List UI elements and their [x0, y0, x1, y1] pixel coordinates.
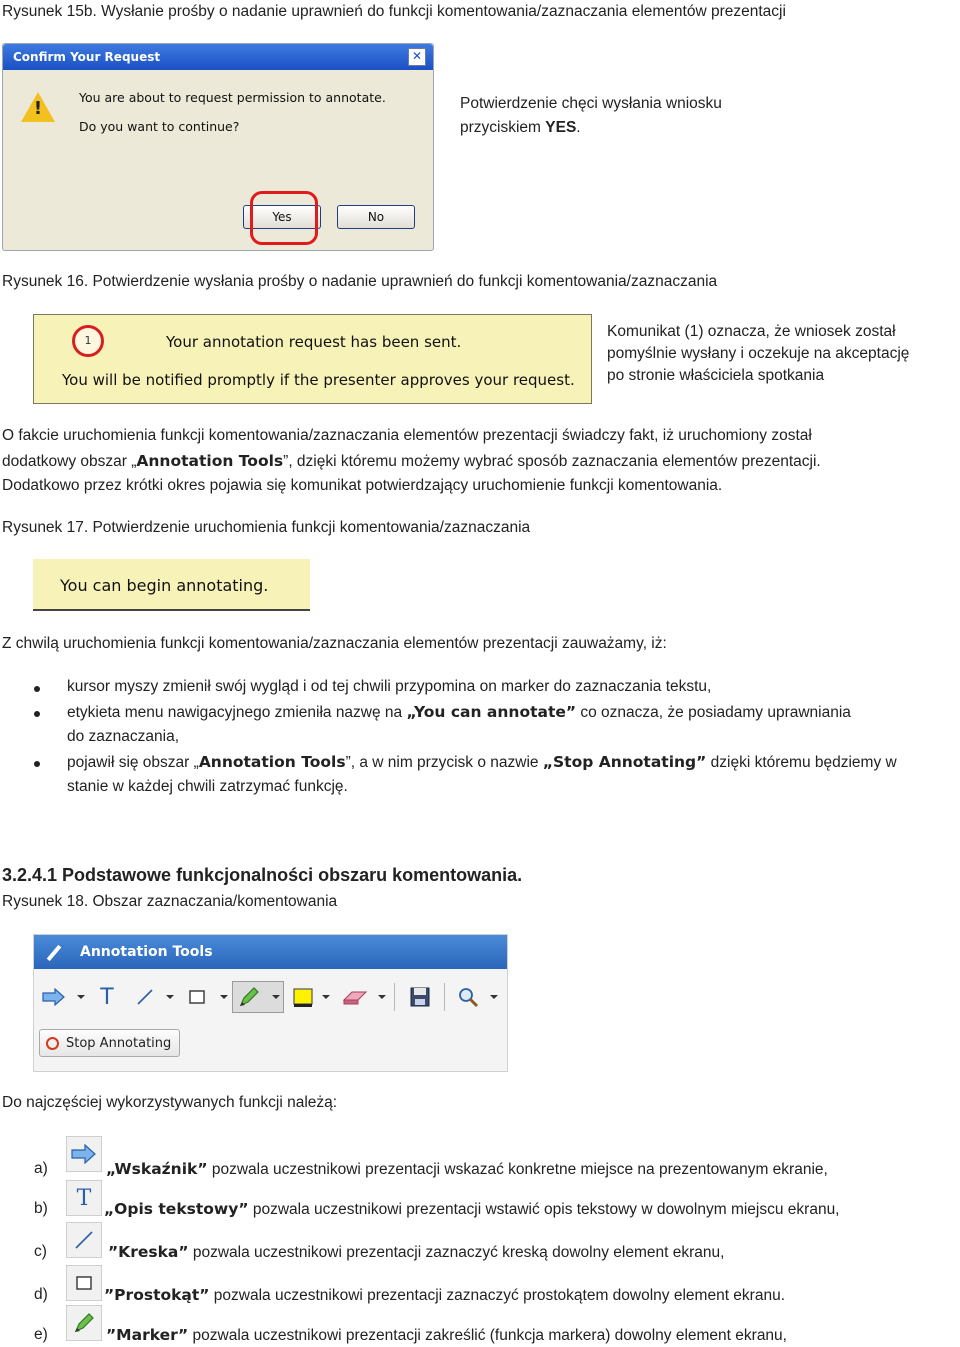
confirm-dialog: [2, 43, 434, 251]
chevron-down-icon[interactable]: [322, 995, 330, 999]
highlight-color-button[interactable]: [288, 983, 318, 1011]
function-c: ”Kreska” pozwala uczestnikowi prezentacji zaznaczyć kreską dowolny element ekranu,: [108, 1243, 725, 1261]
dialog-title: Confirm Your Request: [3, 44, 433, 70]
notification-line1: Your annotation request has been sent.: [166, 333, 462, 351]
line-icon-box: [66, 1222, 102, 1258]
function-a: „Wskaźnik” pozwala uczestnikowi prezentacji wskazać konkretne miejsce na prezentowanym ekranie,: [106, 1160, 828, 1178]
figure-17-caption: Rysunek 17. Potwierdzenie uruchomienia funkcji komentowania/zaznaczania: [2, 519, 531, 536]
figure-16-caption: Rysunek 16. Potwierdzenie wysłania prośby o nadanie uprawnień do funkcji komentowania/zaznaczania: [2, 273, 718, 290]
begin-annotating-message: [33, 559, 310, 611]
eraser-icon: [342, 988, 368, 1006]
bullet-1: kursor myszy zmienił swój wygląd i od tej chwili przypomina on marker do zaznaczania tekstu,: [67, 678, 712, 695]
color-swatch-icon: [292, 986, 314, 1008]
bullet-2: etykieta menu nawigacyjnego zmieniła nazwę na „You can annotate” co oznacza, że posiadamy uprawniania: [67, 703, 851, 721]
toolbar-divider: [394, 983, 395, 1011]
marker-icon: [237, 986, 261, 1008]
line-icon: [135, 987, 155, 1007]
function-letter: a): [34, 1160, 48, 1177]
rectangle-icon-box: [66, 1265, 102, 1301]
figure-15b-caption: Rysunek 15b. Wysłanie prośby o nadanie uprawnień do funkcji komentowania/zaznaczania elementów prezentacji: [2, 3, 786, 20]
chevron-down-icon[interactable]: [378, 995, 386, 999]
notify-note-line2: pomyślnie wysłany i oczekuje na akceptację: [607, 345, 910, 362]
chevron-down-icon[interactable]: [166, 995, 174, 999]
notify-note-line1: Komunikat (1) oznacza, że wniosek został: [607, 323, 896, 340]
magnifier-icon: [457, 986, 479, 1008]
stop-annotating-label: Stop Annotating: [66, 1036, 172, 1051]
chevron-down-icon[interactable]: [77, 995, 85, 999]
annotation-tools-panel: [33, 934, 508, 1072]
notify-note-line3: po stronie właściciela spotkania: [607, 367, 825, 384]
line-icon: [73, 1229, 95, 1251]
text-icon: T: [66, 1180, 102, 1216]
dialog-message-line1: You are about to request permission to annotate.: [79, 90, 386, 105]
bullet-dot: [34, 711, 40, 717]
arrow-icon: [42, 988, 66, 1006]
dialog-note-line1: Potwierdzenie chęci wysłania wniosku: [460, 95, 722, 112]
function-letter: b): [34, 1200, 48, 1217]
eraser-tool-button[interactable]: [340, 983, 370, 1011]
rectangle-icon: [73, 1272, 95, 1294]
function-e: ”Marker” pozwala uczestnikowi prezentacji zakreślić (funkcja markera) dowolny element ekranu,: [106, 1326, 787, 1344]
function-letter: c): [34, 1243, 47, 1260]
dialog-note-line2: przyciskiem YES.: [460, 119, 581, 136]
paragraph-1-line2: dodatkowy obszar „Annotation Tools”, dzięki któremu możemy wybrać sposób zaznaczania elementów prezentacji.: [2, 452, 821, 470]
chevron-down-icon[interactable]: [220, 995, 228, 999]
paragraph-1-line1: O fakcie uruchomienia funkcji komentowania/zaznaczania elementów prezentacji świadczy fakt, iż uruchomiony został: [2, 427, 812, 444]
stop-icon: [46, 1037, 59, 1050]
arrow-tool-button[interactable]: [40, 983, 68, 1011]
no-button[interactable]: No: [337, 205, 415, 229]
arrow-icon-box: [66, 1136, 102, 1172]
function-b: „Opis tekstowy” pozwala uczestnikowi prezentacji wstawić opis tekstowy w dowolnym miejscu ekranu,: [104, 1200, 840, 1218]
marker-icon: [72, 1311, 96, 1335]
function-d: ”Prostokąt” pozwala uczestnikowi prezentacji zaznaczyć prostokątem dowolny element ekranu.: [104, 1286, 786, 1304]
annotation-request-notification: [33, 314, 592, 404]
bullet-dot: [34, 761, 40, 767]
chevron-down-icon[interactable]: [490, 995, 498, 999]
toolbar-divider: [444, 983, 445, 1011]
yes-button[interactable]: Yes: [243, 205, 321, 229]
function-letter: e): [34, 1326, 48, 1343]
arrow-icon: [71, 1144, 97, 1164]
dialog-message-line2: Do you want to continue?: [79, 119, 240, 134]
paragraph-2: Z chwilą uruchomienia funkcji komentowania/zaznaczania elementów prezentacji zauważamy, iż:: [2, 635, 667, 652]
line-tool-button[interactable]: [132, 983, 158, 1011]
figure-18-caption: Rysunek 18. Obszar zaznaczania/komentowania: [2, 893, 338, 910]
warning-exclamation: !: [33, 98, 43, 119]
stop-annotating-button[interactable]: [39, 1029, 180, 1057]
marker-icon-box: [66, 1305, 102, 1341]
function-letter: d): [34, 1286, 48, 1303]
text-tool-button[interactable]: T: [100, 984, 114, 1010]
bullet-3-line2: stanie w każdej chwili zatrzymać funkcję.: [67, 778, 348, 795]
bullet-dot: [34, 686, 40, 692]
save-button[interactable]: [406, 983, 434, 1011]
save-icon: [409, 986, 431, 1008]
highlight-ring: [250, 191, 318, 245]
bullet-3: pojawił się obszar „Annotation Tools”, a w nim przycisk o nazwie „Stop Annotating” dzięki któremu będziemy w: [67, 753, 897, 771]
number-badge: 1: [72, 325, 104, 357]
annotation-tools-title: Annotation Tools: [34, 935, 507, 969]
rectangle-icon: [187, 987, 207, 1007]
zoom-button[interactable]: [454, 983, 482, 1011]
chevron-down-icon[interactable]: [272, 995, 280, 999]
begin-annotating-text: You can begin annotating.: [60, 576, 269, 595]
functions-intro: Do najczęściej wykorzystywanych funkcji należą:: [2, 1094, 338, 1111]
paragraph-1-line3: Dodatkowo przez krótki okres pojawia się komunikat potwierdzający uruchomienie funkcji komentowania.: [2, 477, 723, 494]
section-heading: 3.2.4.1 Podstawowe funkcjonalności obszaru komentowania.: [2, 865, 523, 885]
rectangle-tool-button[interactable]: [184, 983, 210, 1011]
close-icon[interactable]: ✕: [408, 48, 426, 66]
bullet-2-line2: do zaznaczania,: [67, 728, 180, 745]
notification-line2: You will be notified promptly if the presenter approves your request.: [62, 371, 575, 389]
